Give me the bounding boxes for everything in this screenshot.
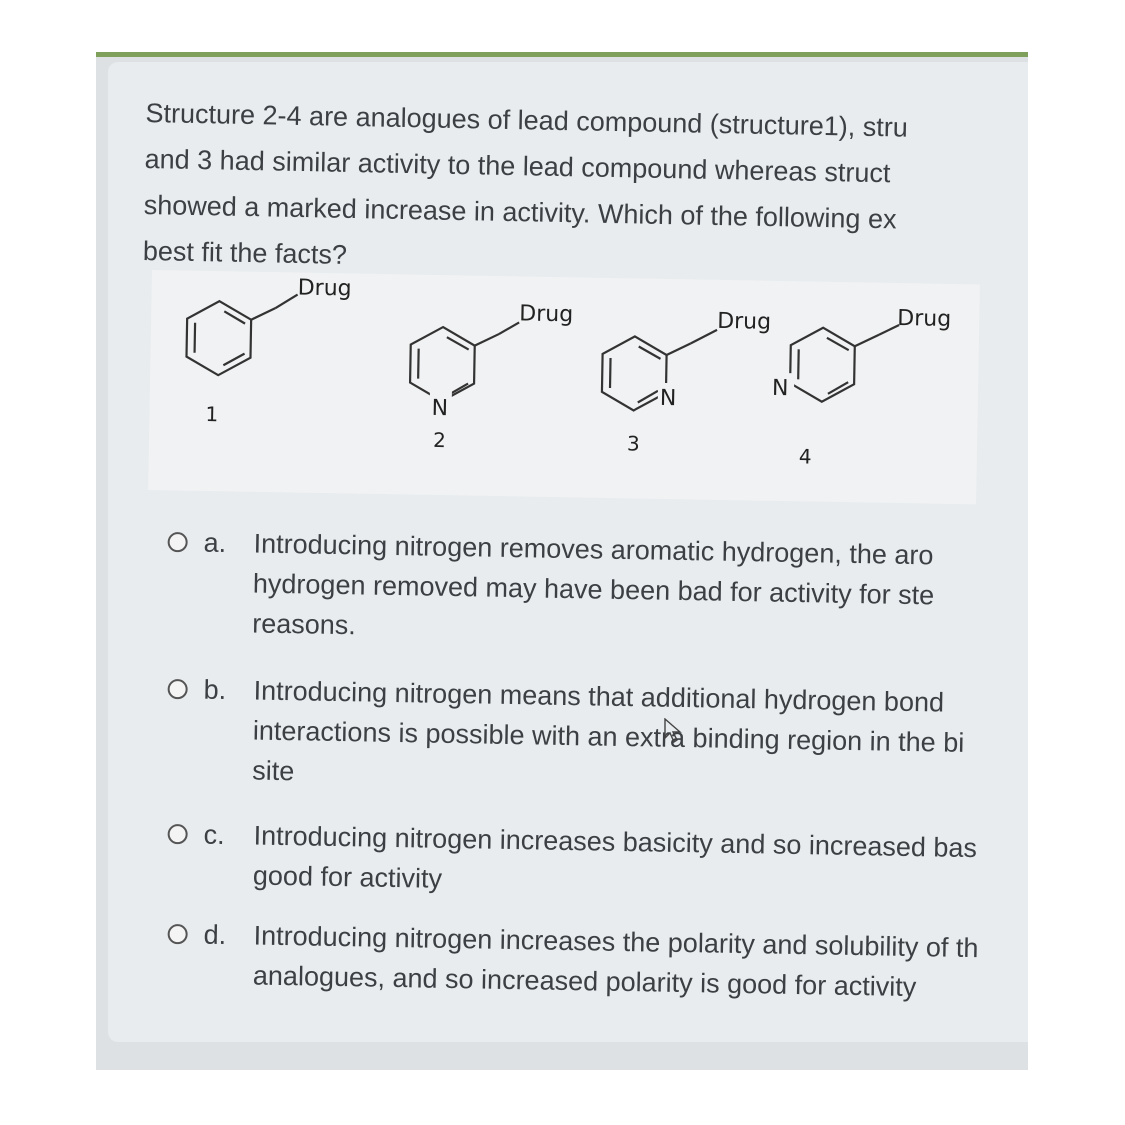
answer-option-c[interactable] <box>168 814 1028 894</box>
option-text: Introducing nitrogen increases the polarity and solubility of th analogues, and so increased polarity is good for activity <box>252 920 979 1003</box>
structure-number-2: 2 <box>432 427 447 453</box>
radio-button-c[interactable] <box>167 824 187 844</box>
mouse-pointer-icon <box>664 718 682 744</box>
nitrogen-label-3: N <box>659 385 677 412</box>
option-letter: b. <box>203 674 227 706</box>
question-text: Structure 2-4 are analogues of lead compound (structure1), stru and 3 had similar activity to the lead compound whereas struct showed a marked increase in activity. Which of the following ex best fit the facts? <box>142 97 909 270</box>
drug-label-1: Drug <box>297 275 352 302</box>
window-top-bar <box>96 52 1028 57</box>
drug-label-2: Drug <box>519 301 574 328</box>
question-card <box>108 62 1028 1042</box>
drug-label-3: Drug <box>716 308 772 335</box>
option-letter: a. <box>203 527 227 559</box>
radio-button-a[interactable] <box>167 532 187 552</box>
radio-button-b[interactable] <box>167 679 187 699</box>
structure-3 <box>601 307 771 458</box>
structures-image <box>148 270 980 504</box>
structure-2 <box>409 300 574 455</box>
structure-number-3: 3 <box>626 431 640 456</box>
option-letter: c. <box>203 819 225 850</box>
option-text: Introducing nitrogen increases basicity and so increased bas good for activity <box>252 820 978 894</box>
answer-option-d[interactable] <box>168 914 1028 1003</box>
drug-label-4: Drug <box>897 306 952 332</box>
structure-4 <box>769 304 952 471</box>
nitrogen-label-4: N <box>771 375 789 402</box>
option-letter: d. <box>203 919 227 951</box>
structure-number-4: 4 <box>798 444 812 469</box>
option-text: Introducing nitrogen means that additional hydrogen bond interactions is possible with an extra binding region in the bi site <box>251 675 965 787</box>
structure-1 <box>185 274 352 429</box>
screen <box>96 52 1028 1070</box>
nitrogen-label-2: N <box>431 395 449 422</box>
answer-option-b[interactable] <box>168 669 1028 787</box>
structure-number-1: 1 <box>205 401 219 427</box>
option-text: Introducing nitrogen removes aromatic hydrogen, the aro hydrogen removed may have been bad for activity for ste reasons. <box>251 528 935 641</box>
radio-button-d[interactable] <box>167 924 187 944</box>
answer-option-a[interactable] <box>168 522 1028 641</box>
chemical-structures <box>148 270 980 504</box>
